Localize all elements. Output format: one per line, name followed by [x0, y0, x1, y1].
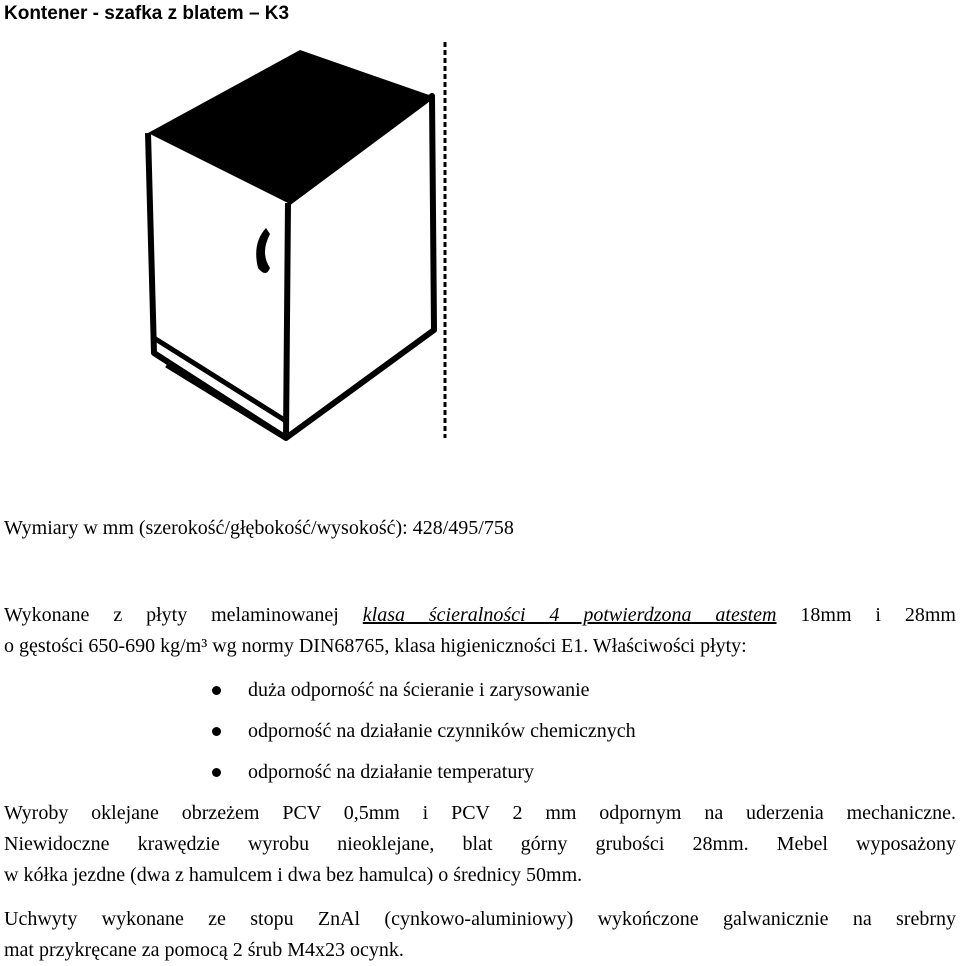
material-paragraph: [4, 600, 956, 662]
bullet-icon: [212, 768, 221, 777]
door-handle: [256, 228, 270, 273]
page-title: Kontener - szafka z blatem – K3: [4, 3, 290, 24]
edging-line-2: Niewidoczne krawędzie wyrobu nieoklejane, blat górny grubości 28mm. Mebel wyposażony: [4, 833, 956, 855]
bullet-icon: [212, 727, 221, 736]
handles-line-1: Uchwyty wykonane ze stopu ZnAl (cynkowo-aluminiowy) wykończone galwanicznie na srebrny: [4, 908, 956, 930]
edging-line-1: Wyroby oklejane obrzeżem PCV 0,5mm i PCV 2 mm odpornym na uderzenia mechaniczne.: [4, 802, 956, 824]
abrasion-class-emphasis: klasa ścieralności 4 potwierdzona atestem: [362, 604, 777, 626]
list-item: odporność na działanie temperatury: [212, 758, 636, 799]
bullet-icon: [212, 686, 221, 695]
properties-list: [212, 676, 636, 799]
material-line-2: o gęstości 650-690 kg/m³ wg normy DIN68765, klasa higieniczności E1. Właściwości płyty:: [4, 635, 747, 657]
dimensions-text: Wymiary w mm (szerokość/głębokość/wysokość): 428/495/758: [4, 517, 514, 539]
cabinet-illustration: [140, 38, 460, 448]
material-line-1: Wykonane z płyty melaminowanej klasa ścieralności 4 potwierdzona atestem 18mm i 28mm: [4, 604, 956, 626]
handles-paragraph: [4, 904, 956, 966]
handles-line-2: mat przykręcane za pomocą 2 śrub M4x23 ocynk.: [4, 939, 404, 961]
edging-line-3: w kółka jezdne (dwa z hamulcem i dwa bez hamulca) o średnicy 50mm.: [4, 864, 583, 886]
edging-paragraph: [4, 798, 956, 891]
list-item: duża odporność na ścieranie i zarysowanie: [212, 676, 636, 717]
list-item: odporność na działanie czynników chemicznych: [212, 717, 636, 758]
